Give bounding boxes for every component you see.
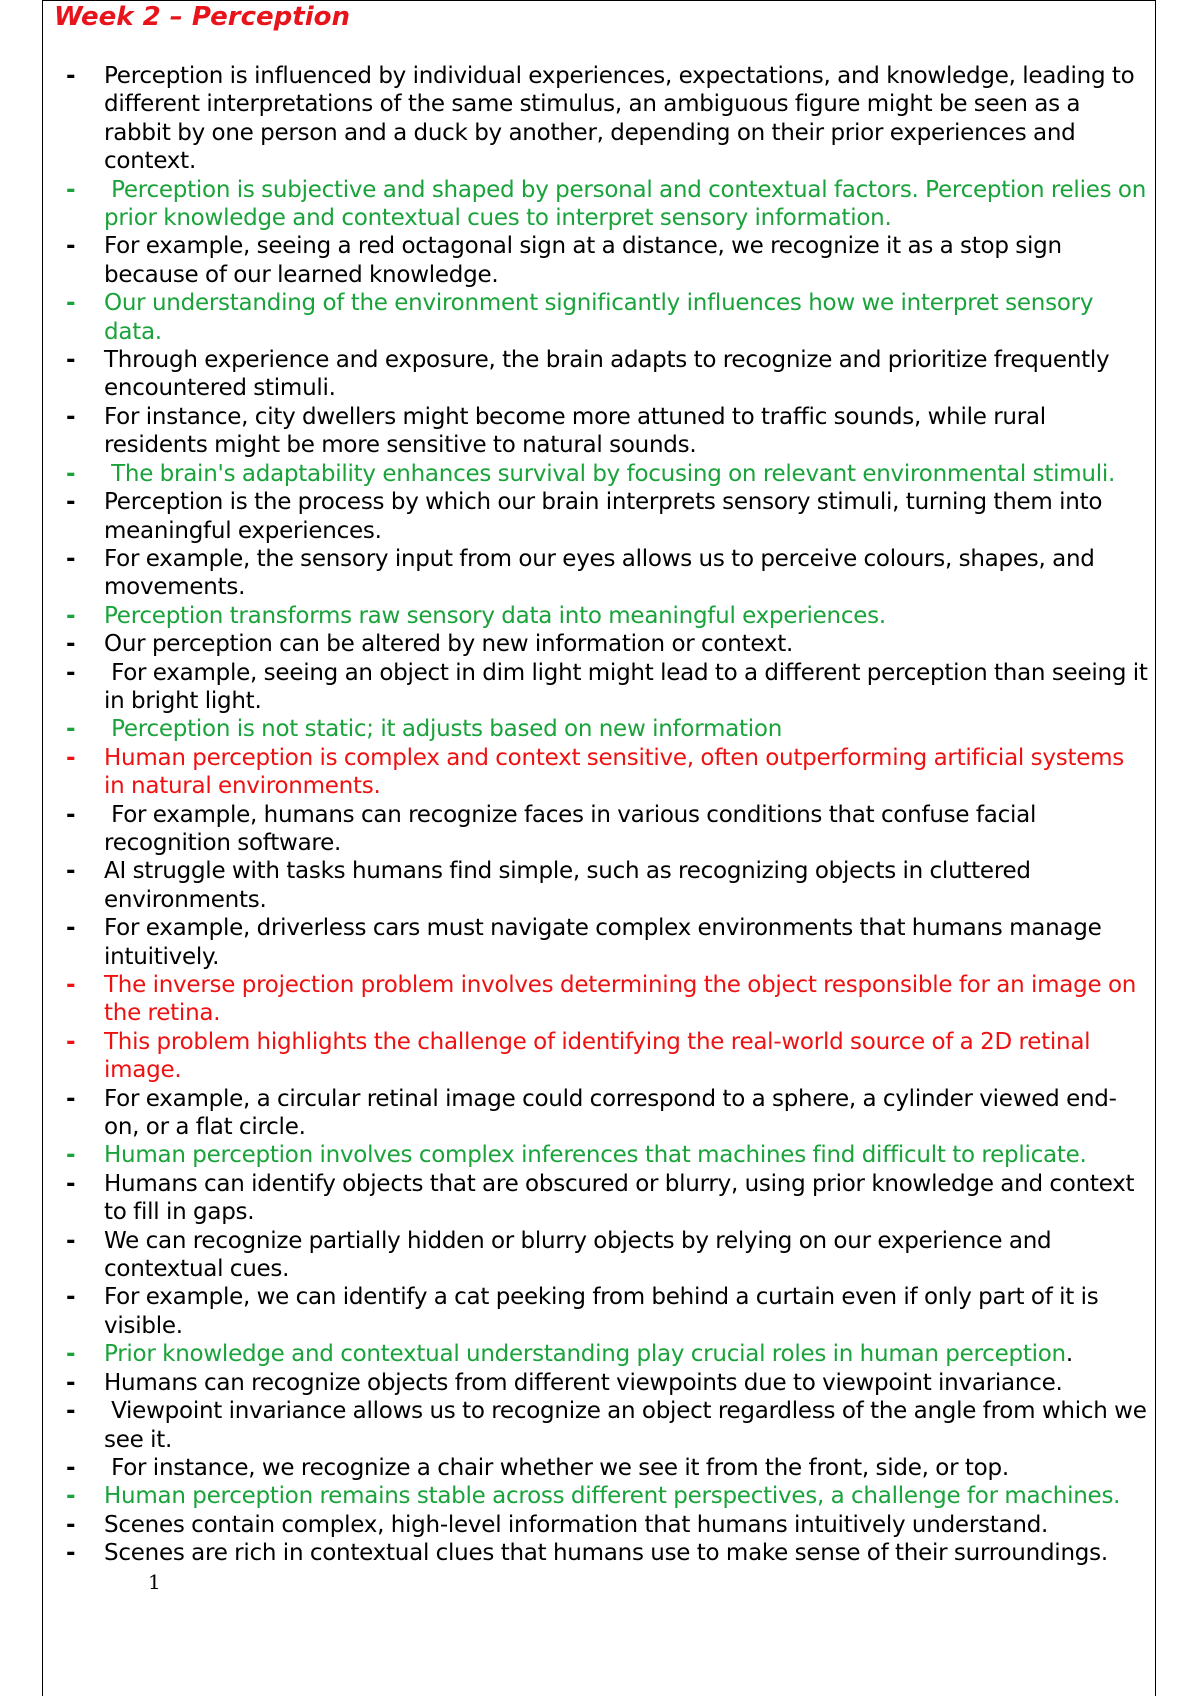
- list-item-text: The inverse projection problem involves determining the object responsible for an image on the retina.: [104, 972, 1143, 1027]
- bullet-dash: -: [66, 659, 76, 686]
- bullet-dash: -: [66, 716, 76, 743]
- list-item-text: For example, seeing an object in dim light might lead to a different perception than seeing it in bright light.: [104, 659, 1155, 714]
- bullet-dash: -: [66, 972, 76, 998]
- bullet-dash: -: [66, 1284, 76, 1311]
- list-item-text: Perception is subjective and shaped by personal and contextual factors. Perception relies on prior knowledge and contextual cues to interpret sensory information.: [104, 176, 1153, 232]
- list-item-text: Humans can recognize objects from different viewpoints due to viewpoint invariance.: [104, 1369, 1063, 1396]
- list-item: [66, 1454, 1150, 1482]
- bullet-dash: -: [66, 1170, 76, 1197]
- list-item-text: Scenes contain complex, high-level information that humans intuitively understand.: [104, 1511, 1049, 1538]
- list-item-text: AI struggle with tasks humans find simple, such as recognizing objects in cluttered environments.: [104, 858, 1038, 913]
- list-item: [66, 289, 1150, 346]
- list-item-text: We can recognize partially hidden or blurry objects by relying on our experience and contextual cues.: [104, 1227, 1058, 1283]
- list-item: [66, 1397, 1154, 1454]
- list-item: [66, 1085, 1150, 1142]
- list-item: [66, 460, 1150, 488]
- bullet-dash: -: [66, 1142, 76, 1169]
- list-item: [66, 1482, 1150, 1510]
- list-item-text: Perception is not static; it adjusts based on new information: [104, 716, 783, 743]
- list-item-text: Our understanding of the environment significantly influences how we interpret sensory data.: [104, 290, 1100, 345]
- bullet-dash: -: [66, 1369, 76, 1396]
- bullet-dash: -: [66, 489, 76, 516]
- list-item: [66, 602, 1150, 630]
- list-item: [66, 1028, 1150, 1085]
- bullet-dash: -: [66, 602, 76, 629]
- list-item-text: Viewpoint invariance allows us to recognize an object regardless of the angle from which we see it.: [104, 1398, 1154, 1453]
- list-item: [66, 1539, 1150, 1567]
- list-item-text: Our perception can be altered by new information or context.: [104, 631, 794, 658]
- notes-list: [66, 62, 1155, 1568]
- list-item: [66, 176, 1153, 233]
- list-item: [66, 971, 1150, 1028]
- bullet-dash: -: [66, 545, 76, 572]
- list-item: [66, 715, 1150, 743]
- bullet-dash: -: [66, 347, 76, 374]
- list-item-text: For example, we can identify a cat peeking from behind a curtain even if only part of it is visible.: [104, 1284, 1106, 1339]
- list-item-text: For example, a circular retinal image could correspond to a sphere, a cylinder viewed end-on, or a flat circle.: [104, 1085, 1117, 1141]
- bullet-dash: -: [66, 1398, 76, 1425]
- list-item-text: For instance, we recognize a chair whether we see it from the front, side, or top.: [104, 1454, 1009, 1481]
- bullet-dash: -: [66, 1341, 76, 1368]
- list-item-text: For example, humans can recognize faces in various conditions that confuse facial recognition software.: [104, 801, 1043, 856]
- list-item: [66, 403, 1150, 460]
- list-item: [66, 857, 1150, 914]
- list-item-tail: .: [1065, 1341, 1073, 1368]
- list-item: [66, 914, 1150, 971]
- bullet-dash: -: [66, 1483, 76, 1510]
- bullet-dash: -: [66, 631, 76, 658]
- list-item: [66, 62, 1150, 176]
- list-item: [66, 1141, 1150, 1169]
- list-item-text: Perception transforms raw sensory data into meaningful experiences.: [104, 602, 886, 629]
- bullet-dash: -: [66, 1540, 76, 1567]
- list-item: [66, 1511, 1150, 1539]
- list-item-text: For example, driverless cars must navigate complex environments that humans manage intuitively.: [104, 915, 1109, 970]
- list-item-text: Human perception remains stable across different perspectives, a challenge for machines.: [104, 1483, 1121, 1510]
- bullet-dash: -: [66, 233, 76, 260]
- list-item-text: Humans can identify objects that are obscured or blurry, using prior knowledge and context to fill in gaps.: [104, 1170, 1141, 1226]
- list-item-text: Perception is the process by which our brain interprets sensory stimuli, turning them into meaningful experiences.: [104, 489, 1109, 544]
- list-item: [66, 1340, 1150, 1368]
- bullet-dash: -: [66, 1454, 76, 1481]
- bullet-dash: -: [66, 1227, 76, 1254]
- list-item-text: Human perception is complex and context sensitive, often outperforming artificial systems in natural environments.: [104, 744, 1131, 800]
- bullet-dash: -: [66, 63, 76, 89]
- bullet-dash: -: [66, 1085, 76, 1112]
- list-item-text: For instance, city dwellers might become more attuned to traffic sounds, while rural residents might be more sensitive to natural sounds.: [104, 403, 1053, 459]
- list-item: [66, 232, 1150, 289]
- list-item: [66, 659, 1155, 716]
- list-item: [66, 545, 1150, 602]
- list-item-text: For example, seeing a red octagonal sign at a distance, we recognize it as a stop sign because of our learned knowledge.: [104, 233, 1069, 288]
- bullet-dash: -: [66, 801, 76, 828]
- bullet-dash: -: [66, 1028, 76, 1055]
- bullet-dash: -: [66, 403, 76, 430]
- bullet-dash: -: [66, 290, 76, 317]
- bullet-dash: -: [66, 915, 76, 942]
- list-item: [66, 744, 1150, 801]
- list-item: [66, 488, 1150, 545]
- bullet-dash: -: [66, 176, 76, 203]
- bullet-dash: -: [66, 744, 76, 771]
- page-number: 1: [148, 1570, 161, 1594]
- list-item: [66, 1170, 1150, 1227]
- list-item-text: Through experience and exposure, the brain adapts to recognize and prioritize frequently encountered stimuli.: [104, 347, 1116, 402]
- list-item-text: The brain's adaptability enhances survival by focusing on relevant environmental stimuli.: [104, 460, 1116, 487]
- list-item-text: This problem highlights the challenge of identifying the real-world source of a 2D retinal image.: [104, 1028, 1097, 1084]
- list-item-text: Human perception involves complex inferences that machines find difficult to replicate.: [104, 1142, 1087, 1169]
- list-item: [66, 630, 1150, 658]
- list-item: [66, 1227, 1150, 1284]
- page-title: Week 2 – Perception: [54, 2, 351, 32]
- bullet-dash: -: [66, 1511, 76, 1538]
- list-item: [66, 346, 1150, 403]
- list-item: [66, 801, 1150, 858]
- bullet-dash: -: [66, 858, 76, 885]
- list-item-text: Scenes are rich in contextual clues that humans use to make sense of their surroundings.: [104, 1540, 1108, 1567]
- list-item: [66, 1369, 1150, 1397]
- list-item-text: For example, the sensory input from our eyes allows us to perceive colours, shapes, and movements.: [104, 545, 1102, 601]
- list-item: [66, 1283, 1150, 1340]
- list-item-text: Perception is influenced by individual experiences, expectations, and knowledge, leading to different interpretations of the same stimulus, an ambiguous figure might be seen as a rabbit by one person and a duck by another, depending on their prior experiences and context.: [104, 63, 1142, 175]
- list-item-text: Prior knowledge and contextual understanding play crucial roles in human perception: [104, 1341, 1066, 1368]
- bullet-dash: -: [66, 460, 76, 487]
